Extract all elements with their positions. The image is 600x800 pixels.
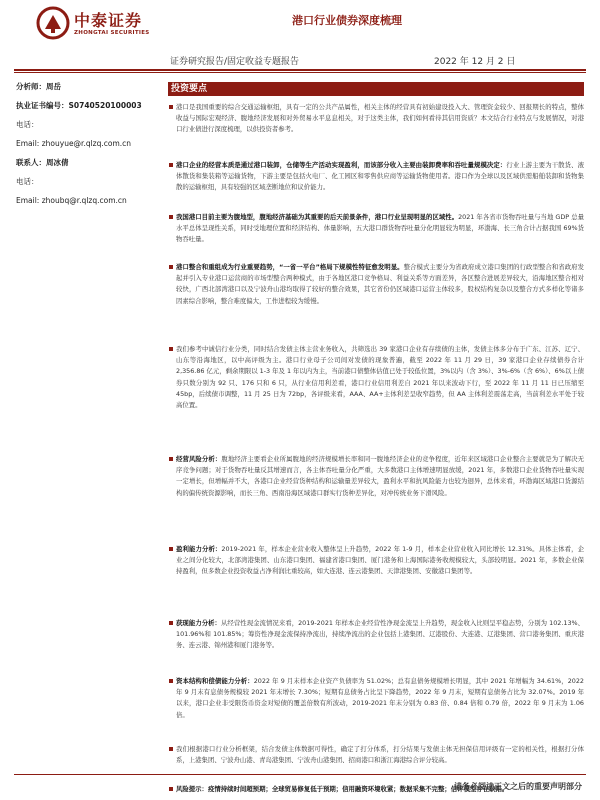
key-point-lead: 盈利能力分析： bbox=[176, 545, 222, 553]
key-point-lead: 资本结构和偿债能力分析： bbox=[176, 677, 254, 685]
bullet-square-icon bbox=[169, 787, 173, 791]
report-type: 证券研究报告/固定收益专题报告 bbox=[170, 57, 300, 67]
contact-email: Email: zhoubq@r.qlzq.com.cn bbox=[16, 196, 127, 205]
logo-mark-icon bbox=[36, 6, 70, 40]
key-point-text: 2022 年 9 月末样本企业资产负债率为 51.02%；总有息债务规模增长明显，其中 2021 年增幅为 34.61%，2022 年 9 月末有息债务规模较 2021 年末增长 7.30%；短期有息债务占比呈下降趋势，2022 年 9 月末，短期有息债务占比为 32.07%。2019 年以来，港口企业非受限货币资金对短债的覆盖倍数有所波动，2019-2021 年末分别为 0.83 倍、0.84 倍和 0.79 倍，2022 年 9 月末为 1.06 倍。 bbox=[176, 677, 585, 719]
key-point-text: 港口是我国重要的综合交通运输枢纽，具有一定的公共产品属性，相关主体的经营具有初始建设投入大、管理资金较少、回报期长的特点，整体收益与国际宏观经济、腹地经济发展和对外贸易水平息息相关，对于这类主体，我们如何看待其信用资质？本文结合行业特点与发展情况，对港口行业债进行深度梳理，以供投资者参考。 bbox=[176, 103, 584, 134]
key-point-item bbox=[168, 344, 584, 411]
key-point-lead: 经营风险分析： bbox=[176, 455, 222, 463]
key-point-text: 我们参考中诚信行业分类，同时结合发债主体主营业务收入，共筛选出 39 家港口企业有存续债的主体，发债主体多分布于广东、江苏、辽宁、山东等沿海地区，以中高评级为主。港口行业母子公司间对发债的现象普遍，截至 2022 年 11 月 29 日，39 家港口企业存续债券合计 2,356.86 亿元，剩余期限以 1-3 年及 1 年以内为主，当前港口债整体估值已处于较低位置，3%以内（含 3%）、3%-6%（含 6%）、6%以上债券只数分别为 92 只、176 只和 6 只，从行业信用利差看，港口行业信用利差自 2021 年以来波动下行，至 2022 年 11 月 11 日已压缩至 45bp，后续债市调整，11 月 25 日为 72bp，各评级来看，AAA、AA+主体利差呈收窄趋势，但 AA 主体利差震荡走高，当前利差水平处于较高位置。 bbox=[176, 345, 584, 410]
key-point-text: 2021 年各省市货物吞吐量与当地 GDP 总量水平总体呈现性关系，同时受地理位置和经济结构、体量影响，五大港口群货物吞吐量分化明显较为明显，环渤海、长三角合计占据我国 69%货物吞吐量。 bbox=[176, 213, 584, 244]
bullet-square-icon bbox=[169, 547, 173, 551]
bullet-square-icon bbox=[169, 105, 173, 109]
key-point-item bbox=[168, 454, 584, 499]
key-point-item bbox=[168, 618, 584, 652]
bullet-square-icon bbox=[169, 215, 173, 219]
key-point-item bbox=[168, 212, 584, 246]
bullet-square-icon bbox=[169, 265, 173, 269]
phone-label: 电话： bbox=[16, 120, 39, 129]
key-point-lead: 港口企业的经营本质是通过港口装卸，仓储等生产活动实现盈利，而该部分收入主要由装卸费率和吞吐量规模决定： bbox=[176, 161, 507, 169]
company-logo bbox=[36, 4, 156, 42]
report-date: 2022 年 12 月 2 日 bbox=[434, 57, 516, 67]
logo-text-en: ZHONGTAI SECURITIES bbox=[74, 30, 150, 36]
key-point-item bbox=[168, 262, 584, 307]
document-title: 港口行业债券深度梳理 bbox=[292, 14, 402, 27]
key-point-item bbox=[168, 676, 584, 721]
key-point-lead: 获现能力分析： bbox=[176, 619, 221, 627]
bullet-square-icon bbox=[169, 347, 173, 351]
key-point-item bbox=[168, 544, 584, 578]
header-rule-thin bbox=[14, 72, 586, 73]
logo-text-cn: 中泰证券 bbox=[74, 11, 143, 30]
key-point-item bbox=[168, 744, 584, 766]
key-point-text: 整合模式主要分为省政府成立港口集团的行政型整合和省政府发起并引入专业港口运营商的市场型整合两种模式，由于各地区港口竞争格局、利益关系等方面差异，各区整合进展差异较大，沿海地区整合相对较快，广西北部湾港口以及宁波舟山港均取得了较好的整合效果，其它省份仍区域港口运营主体较多，股权结构复杂以及整合方式多样化等诸多因素综合影响，整合难度偏大，工作进程较为缓慢。 bbox=[176, 263, 584, 305]
cert-number: 执业证书编号：S0740520100003 bbox=[16, 101, 142, 110]
key-point-lead: 港口整合和重组成为行业重要趋势，“一省一平台”格局下规模性特征愈发明显。 bbox=[176, 263, 404, 271]
bullet-square-icon bbox=[169, 621, 173, 625]
key-point-text: 行业上游主要为干散货、液体散货和集装箱等运输货物，下游主要是包括火电厂、化工园区和零售供应商等运输货物使用者。港口作为全球以及区域供需船舶装卸和货物集散的运输枢纽，具有较强的区域垄断地位和议价能力。 bbox=[176, 161, 585, 192]
bullet-square-icon bbox=[169, 679, 173, 683]
analyst-sidebar bbox=[16, 82, 164, 215]
key-point-lead: 我国港口目前主要为腹地型，腹地经济基础为其重要的后天前景条件，港口行业呈现明显的区域性。 bbox=[176, 213, 459, 221]
phone-label-2: 电话： bbox=[16, 177, 39, 186]
contact-name: 联系人：周冰倩 bbox=[16, 158, 69, 167]
key-point-text: 2019-2021 年，样本企业营业收入整体呈上升趋势，2022 年 1-9 月，样本企业营业收入同比增长 12.31%。具体主体看，企业之间分化较大，北部湾港集团、山东港口集团、福建省港口集团、厦门港务和上海国际港务收规模较大，头部较明显。2021 年，多数企业保持盈利，但多数企业投资收益占净利润比重较高，如大连港、连云港集团、天津港集团、安徽港口集团等。 bbox=[176, 545, 584, 576]
bullet-square-icon bbox=[169, 163, 173, 167]
bullet-square-icon bbox=[169, 747, 173, 751]
key-point-text: 从经营性现金流情况来看，2019-2021 年样本企业经营性净现金流呈上升趋势，现金收入比则呈平稳态势，分别为 102.13%、101.96%和 101.85%；筹资性净现金流保持净流出，持续净流出的企业包括上港集团、辽港股份、大连港、辽港集团、营口港务集团、重庆港务、连云港、锦州港和厦门港务等。 bbox=[176, 619, 585, 650]
section-heading: 投资要点 bbox=[168, 82, 584, 96]
footer-disclaimer: 请务必阅读正文之后的重要声明部分 bbox=[454, 782, 582, 791]
key-point-item bbox=[168, 102, 584, 136]
key-point-lead: 风险提示：疫情持续时间超预期；全球贸易修复低于预期；信用融资环境收紧；数据采集不完整；信评模型存在缺陷。 bbox=[176, 785, 509, 793]
bullet-square-icon bbox=[169, 457, 173, 461]
header-rule bbox=[14, 69, 586, 71]
key-point-text: 腹地经济主要看企业所属腹地的经济规模增长率和同一腹地经济企业的竞争程度，近年来区域港口企业整合主要就是为了解决无序竞争问题；对于货物吞吐量反其增速而言，各主体吞吐量分化严重，大多数港口主体增速明显放缓，2021 年，多数港口企业货物吞吐量实现一定增长，但增幅并不大，各港口企业经营货种结构和运输量差异较大，盈利水平和抗风险能力也较为迥异，总体来看，环渤海区域港口货源结构的偏传统资源影响，而长三角、西南沿海区域港口群实行货种差异化，对冲传统业务下滑风险。 bbox=[176, 455, 584, 497]
footer-rule bbox=[14, 774, 586, 775]
analyst-email: Email: zhouyue@r.qlzq.com.cn bbox=[16, 139, 132, 148]
key-point-text: 我们根据港口行业分析框架，结合发债主体数据可得性，确定了打分体系，打分结果与发债主体无担保信用评级有一定的相关性，根据打分体系，上港集团、宁波舟山港、青岛港集团、宁波舟山港集团、招商港口和浙江海港综合评分较高。 bbox=[176, 745, 584, 765]
analyst-name: 分析师：周岳 bbox=[16, 82, 61, 91]
key-point-item bbox=[168, 160, 584, 194]
